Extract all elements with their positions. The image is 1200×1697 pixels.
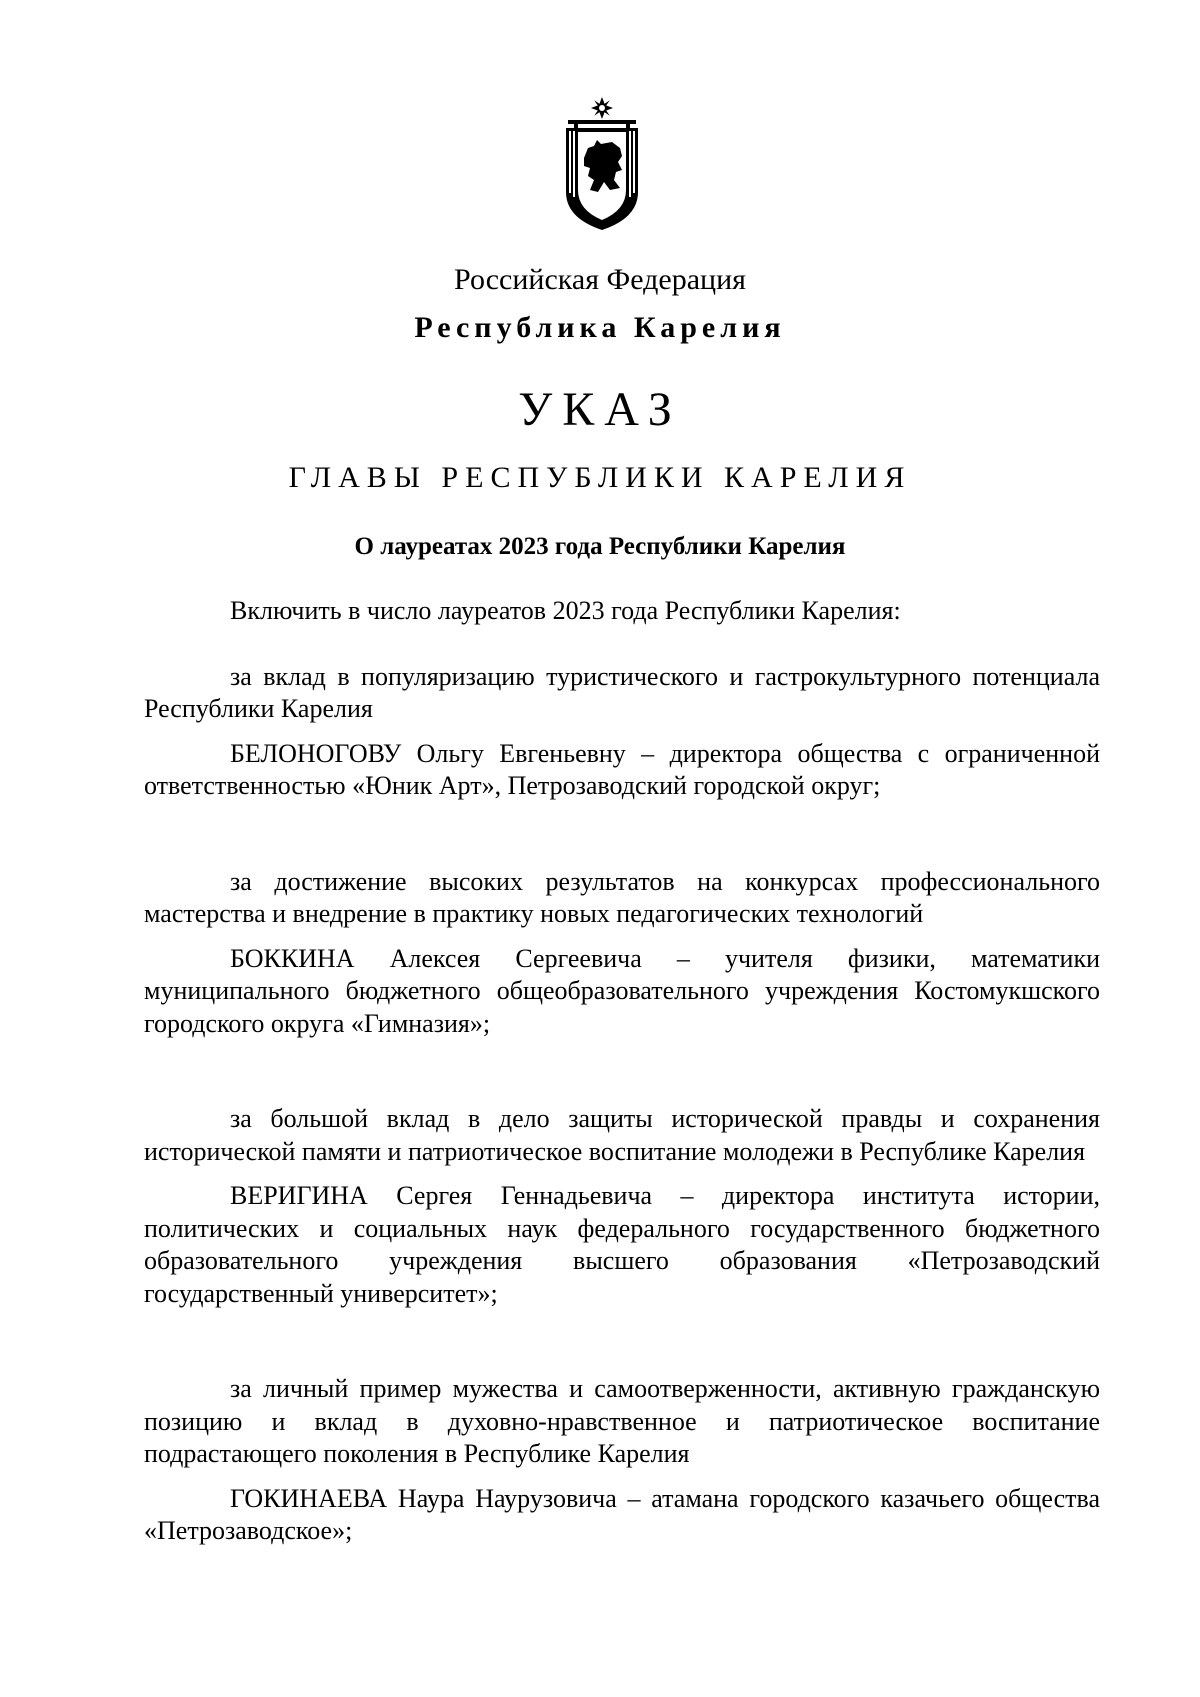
document-body <box>144 595 1100 1548</box>
laureate-reason: за личный пример мужества и самоотверженности, активную гражданскую позицию и вклад в духовно-нравственное и патриотическое воспитание подрастающего поколения в Республике Карелия <box>144 1374 1100 1468</box>
laureate-person: БЕЛОНОГОВУ Ольгу Евгеньевну – директора общества с ограниченной ответственностью «Юник Арт», Петрозаводский городской округ; <box>144 738 1100 800</box>
document-type: УКАЗ <box>518 383 682 436</box>
karelia-coat-of-arms-icon <box>560 96 644 232</box>
laureate-reason: за вклад в популяризацию туристического и гастрокультурного потенциала Республики Карелия <box>144 661 1100 723</box>
country-name: Российская Федерация <box>454 263 746 296</box>
laureate-reason: за достижение высоких результатов на конкурсах профессионального мастерства и внедрение в практику новых педагогических технологий <box>144 866 1100 928</box>
issuer-title: ГЛАВЫ РЕСПУБЛИКИ КАРЕЛИЯ <box>288 461 912 494</box>
document-subject: О лауреатах 2023 года Республики Карелия <box>354 533 846 560</box>
intro-paragraph: Включить в число лауреатов 2023 года Республики Карелия: <box>230 596 901 625</box>
laureate-person: ГОКИНАЕВА Наура Наурузовича – атамана городского казачьего общества «Петрозаводское»; <box>144 1483 1100 1545</box>
region-name: Республика Карелия <box>414 311 786 344</box>
laureate-person: БОККИНА Алексея Сергеевича – учителя физики, математики муниципального бюджетного общеобразовательного учреждения Костомукшского городского округа «Гимназия»; <box>144 943 1100 1038</box>
laureate-reason: за большой вклад в дело защиты исторической правды и сохранения исторической памяти и патриотическое воспитание молодежи в Республике Карелия <box>144 1104 1100 1166</box>
laureate-person: ВЕРИГИНА Сергея Геннадьевича – директора института истории, политических и социальных наук федерального государственного бюджетного образовательного учреждения высшего образования «Петрозаводский государственный университет»; <box>144 1181 1100 1308</box>
